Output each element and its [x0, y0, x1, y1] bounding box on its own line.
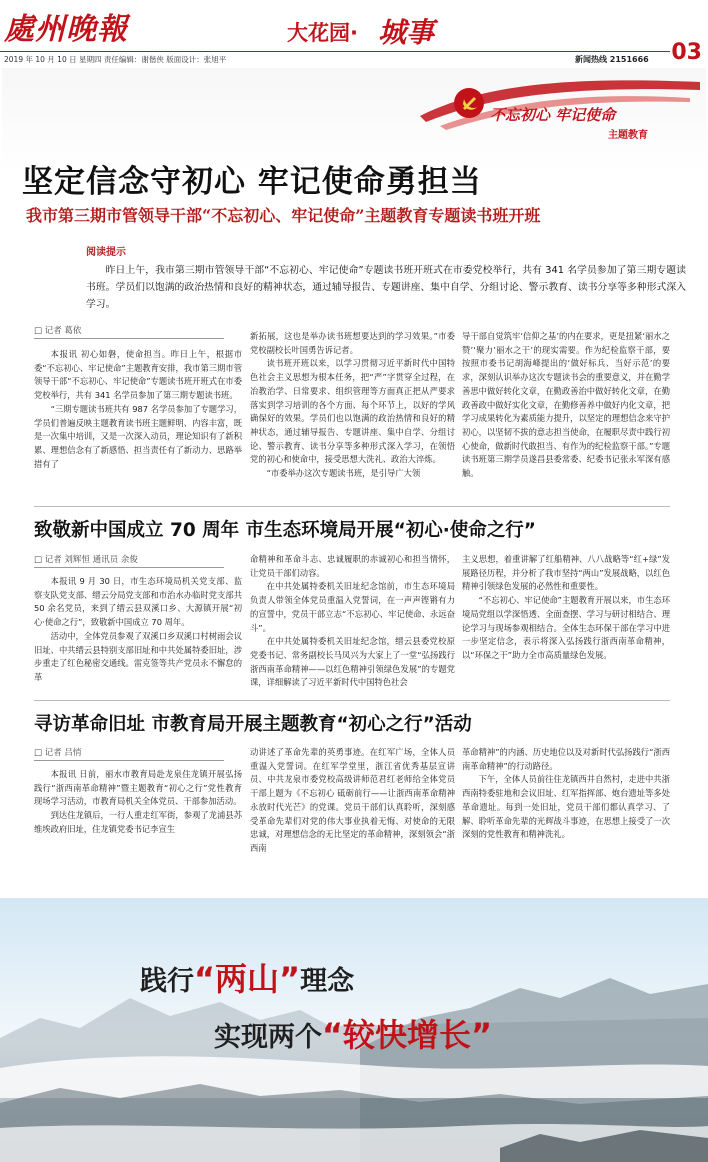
article3-paragraph: 动讲述了革命先辈的英勇事迹。在红军广场，全体人员重温入党誓词。在红军学堂里，浙江省优秀基层宣讲员、中共龙泉市委党校高级讲师范君红老师给全体党员干部上题为《不忘初心 砥砺前行——让浙西南革命精神永放时代光芒》的党课。党员干部们认真聆听，深刻感受革命先辈们对党的伟大事业执着无悔、对使命的无限忠诚，对理想信念的无比坚定的革命精神，深刻领会“浙西南 [250, 747, 455, 853]
section-divider [34, 506, 670, 507]
banner-text: 实现两个 [214, 1022, 322, 1053]
date-and-editors: 2019 年 10 月 10 日 星期四 责任编辑：谢偕侠 版面设计：张旭平 [4, 55, 227, 64]
article2-paragraph: 主义思想，着重讲解了红船精神、八八战略等“红+绿”发展路径历程，并分析了我市坚持“两山”发展战略，以红色精神引领绿色发展的必然性和重要性。 [462, 554, 670, 592]
section-divider [34, 700, 670, 701]
article2-paragraph: 活动中，全体党员参观了双溪口乡双溪口村树雨会议旧址、中共缙云县特别支部旧址和中共处属特委旧址，涉步重走了红色秘密交通线。雷克签等共产党员永不懈怠的革 [34, 630, 242, 682]
article2-paragraph: “不忘初心、牢记使命”主题教育开展以来，市生态环境局党组以学深悟透、全面查摆、学习与研讨相结合、理论学习与现场参观相结合。全体生态环保干部在学习中进一步坚定信念，表示将深入弘扬践行浙西南革命精神，以“环保之干”助力全市高质量绿色发展。 [462, 595, 670, 660]
article2-paragraph: 在中共处属特委机关旧址纪念馆，缙云县委党校原党委书记、常务副校长马凤兴为大家上了一堂“弘扬践行浙西南革命精神——以红色精神引领绿色发展”的专题党课，详细解读了习近平新时代中国特色社会 [250, 636, 455, 688]
banner-text: 理念 [300, 966, 355, 997]
article1-column-3 [462, 330, 670, 510]
article1-column-1 [34, 348, 242, 510]
article1-paragraph: 新拓展，这也是举办读书班想要达到的学习效果。”市委党校副校长叶国勇告诉记者。 [250, 331, 455, 355]
banner-highlight: “两山” [194, 960, 301, 998]
article1-paragraph: 导干部自觉筑牢‘信仰之基’的内在要求，更是扭紧‘丽水之赞’‘聚力’丽水之干’的现实需要。作为纪检监察干部，要按照市委书记胡海峰提出的‘做好标兵、当好示范’的要求，深刻认识举办这次专题读书会的重要意义，并在勤学善思中做好转化文章，在勤政善治中做好转化文章，在勤政善政中做好实化文章，在勤修善养中做好内化文章，把学习成果转化为素质能力提升，以坚定的理想信念来守护初心，以坚韧不拔的意志担当使命，在履职尽责中践行初心使命，做新时代敢担当、有作为的纪检监察干部。”专题读书班第三期学员遂昌县委常委、纪委书记张永军深有感触。 [462, 331, 670, 479]
main-headline: 坚定信念守初心 牢记使命勇担当 [22, 164, 482, 200]
article3-headline: 寻访革命旧址 市教育局开展主题教育“初心之行”活动 [34, 714, 472, 735]
news-hotline: 新闻热线 2151666 [575, 55, 649, 64]
article2-column-3 [462, 553, 670, 697]
article3-column-2 [250, 746, 455, 892]
lead-label: 阅读提示 [86, 247, 126, 258]
article3-byline: □ 记者 吕悄 [34, 748, 82, 758]
masthead [0, 0, 708, 65]
campaign-slogan-sub: 主题教育 [608, 130, 648, 141]
article1-paragraph: “三期专题读书班共有 987 名学员参加了专题学习，学员们普遍反映主题教育读书班主题鲜明、内容丰富，既是一次集中培训，又是一次深入动员，理论知识有了新积累、理想信念有了新感悟、担当责任有了新动力、思路举措有了 [34, 403, 242, 469]
section-name: 大花园· [287, 21, 358, 45]
lead-summary: 昨日上午，我市第三期市管领导干部“不忘初心、牢记使命”专题读书班开班式在市委党校举行，共有 341 名学员参加了第三期专题读书班。学员们以饱满的政治热情和良好的精神状态，通过辅导报告、专题讲座、集中自学、分组讨论、警示教育、读书分享等多种形式深入学习。 [86, 265, 686, 310]
article1-column-2 [250, 330, 455, 510]
article2-column-1 [34, 575, 242, 697]
article2-paragraph: 在中共处属特委机关旧址纪念馆前，市生态环境局负责人带领全体党员重温入党誓词，在一声声铿锵有力的宣誓中，党员干部立志“不忘初心、牢记使命、永远奋斗”。 [250, 581, 455, 633]
article3-paragraph: 本报讯 日前，丽水市教育局赴龙泉住龙镇开展弘扬践行“浙西南革命精神”暨主题教育“初心之行”党性教育现场学习活动，市教育局机关全体党员、干部参加活动。 [34, 769, 242, 807]
newspaper-logo: 處州晚報 [4, 12, 128, 47]
banner-text: 践行 [140, 966, 194, 997]
article3-paragraph: 下午，全体人员前往住龙镇西井自然村，走进中共浙西南特委驻地和会议旧址、红军指挥部、炮台遗址等多处革命遗址。每到一处旧址，党员干部们都认真学习、了解、聆听革命先辈的光辉战斗事迹，在思想上接受了一次深刻的党性教育和精神洗礼。 [462, 774, 670, 840]
article2-headline: 致敬新中国成立 70 周年 市生态环境局开展“初心·使命之行” [34, 520, 536, 541]
section-name-city: 城事 [378, 16, 435, 49]
article2-byline: □ 记者 刘辉恒 通讯员 余俊 [34, 555, 138, 565]
article3-paragraph: 到达住龙镇后，一行人重走红军街，参观了龙浦县苏维埃政府旧址，住龙镇党委书记李宣生 [34, 810, 242, 834]
campaign-slogan: 不忘初心 牢记使命 [490, 106, 616, 124]
article1-paragraph: 本报讯 初心如磐，使命担当。昨日上午，根据市委“不忘初心、牢记使命”主题教育安排，我市第三期市管领导干部“不忘初心、牢记使命”专题读书班开班式在市委党校举行，共有 341 名学员参加了第三期专题读书班。 [34, 349, 242, 401]
article1-paragraph: 读书班开班以来，以学习贯彻习近平新时代中国特色社会主义思想为根本任务，把“严”字贯穿全过程，在冶教治学、日常要求、组织管理等方面真正把从严要求落实到学习培训的各个方面、每个环节上，以好的学风确保好的效果。学员们也以饱满的政治热情和良好的精神状态，通过辅导报告、专题讲座、集中自学、分组讨论、警示教育、读书分享等多种形式深入学习，在领悟党的初心和使命中，接受思想大洗礼、政治大淬炼。 [250, 358, 455, 465]
main-subheadline: 我市第三期市管领导干部“不忘初心、牢记使命”主题教育专题读书班开班 [26, 206, 541, 225]
page-number: 03 [671, 40, 702, 65]
banner-slogan-line-1 [140, 954, 354, 1000]
masthead-divider [0, 51, 670, 52]
article3-paragraph: 革命精神”的内涵、历史地位以及对新时代弘扬践行“浙西南革命精神”的行动路径。 [462, 747, 670, 771]
article3-column-3 [462, 746, 670, 892]
article2-paragraph: 命精神和革命斗志、忠诚履职的赤诚初心和担当情怀，让党员干部们动容。 [250, 554, 455, 578]
article3-column-1 [34, 768, 242, 892]
banner-slogan-line-2 [214, 1010, 492, 1056]
article1-paragraph: “市委举办这次专题读书班，是引导广大领 [266, 468, 421, 479]
article2-column-2 [250, 553, 455, 697]
article2-paragraph: 本报讯 9 月 30 日，市生态环境局机关党支部、监察支队党支部、缙云分局党支部和市治水办临时党支部共 50 余名党员，来到了缙云县双溪口乡、大源镇开展“初心·使命之行”，致敬新中国成立 70 周年。 [34, 576, 242, 628]
party-emblem-icon [454, 88, 484, 118]
banner-highlight: “较快增长” [322, 1016, 493, 1054]
article1-byline: □ 记者 葛依 [34, 326, 82, 336]
